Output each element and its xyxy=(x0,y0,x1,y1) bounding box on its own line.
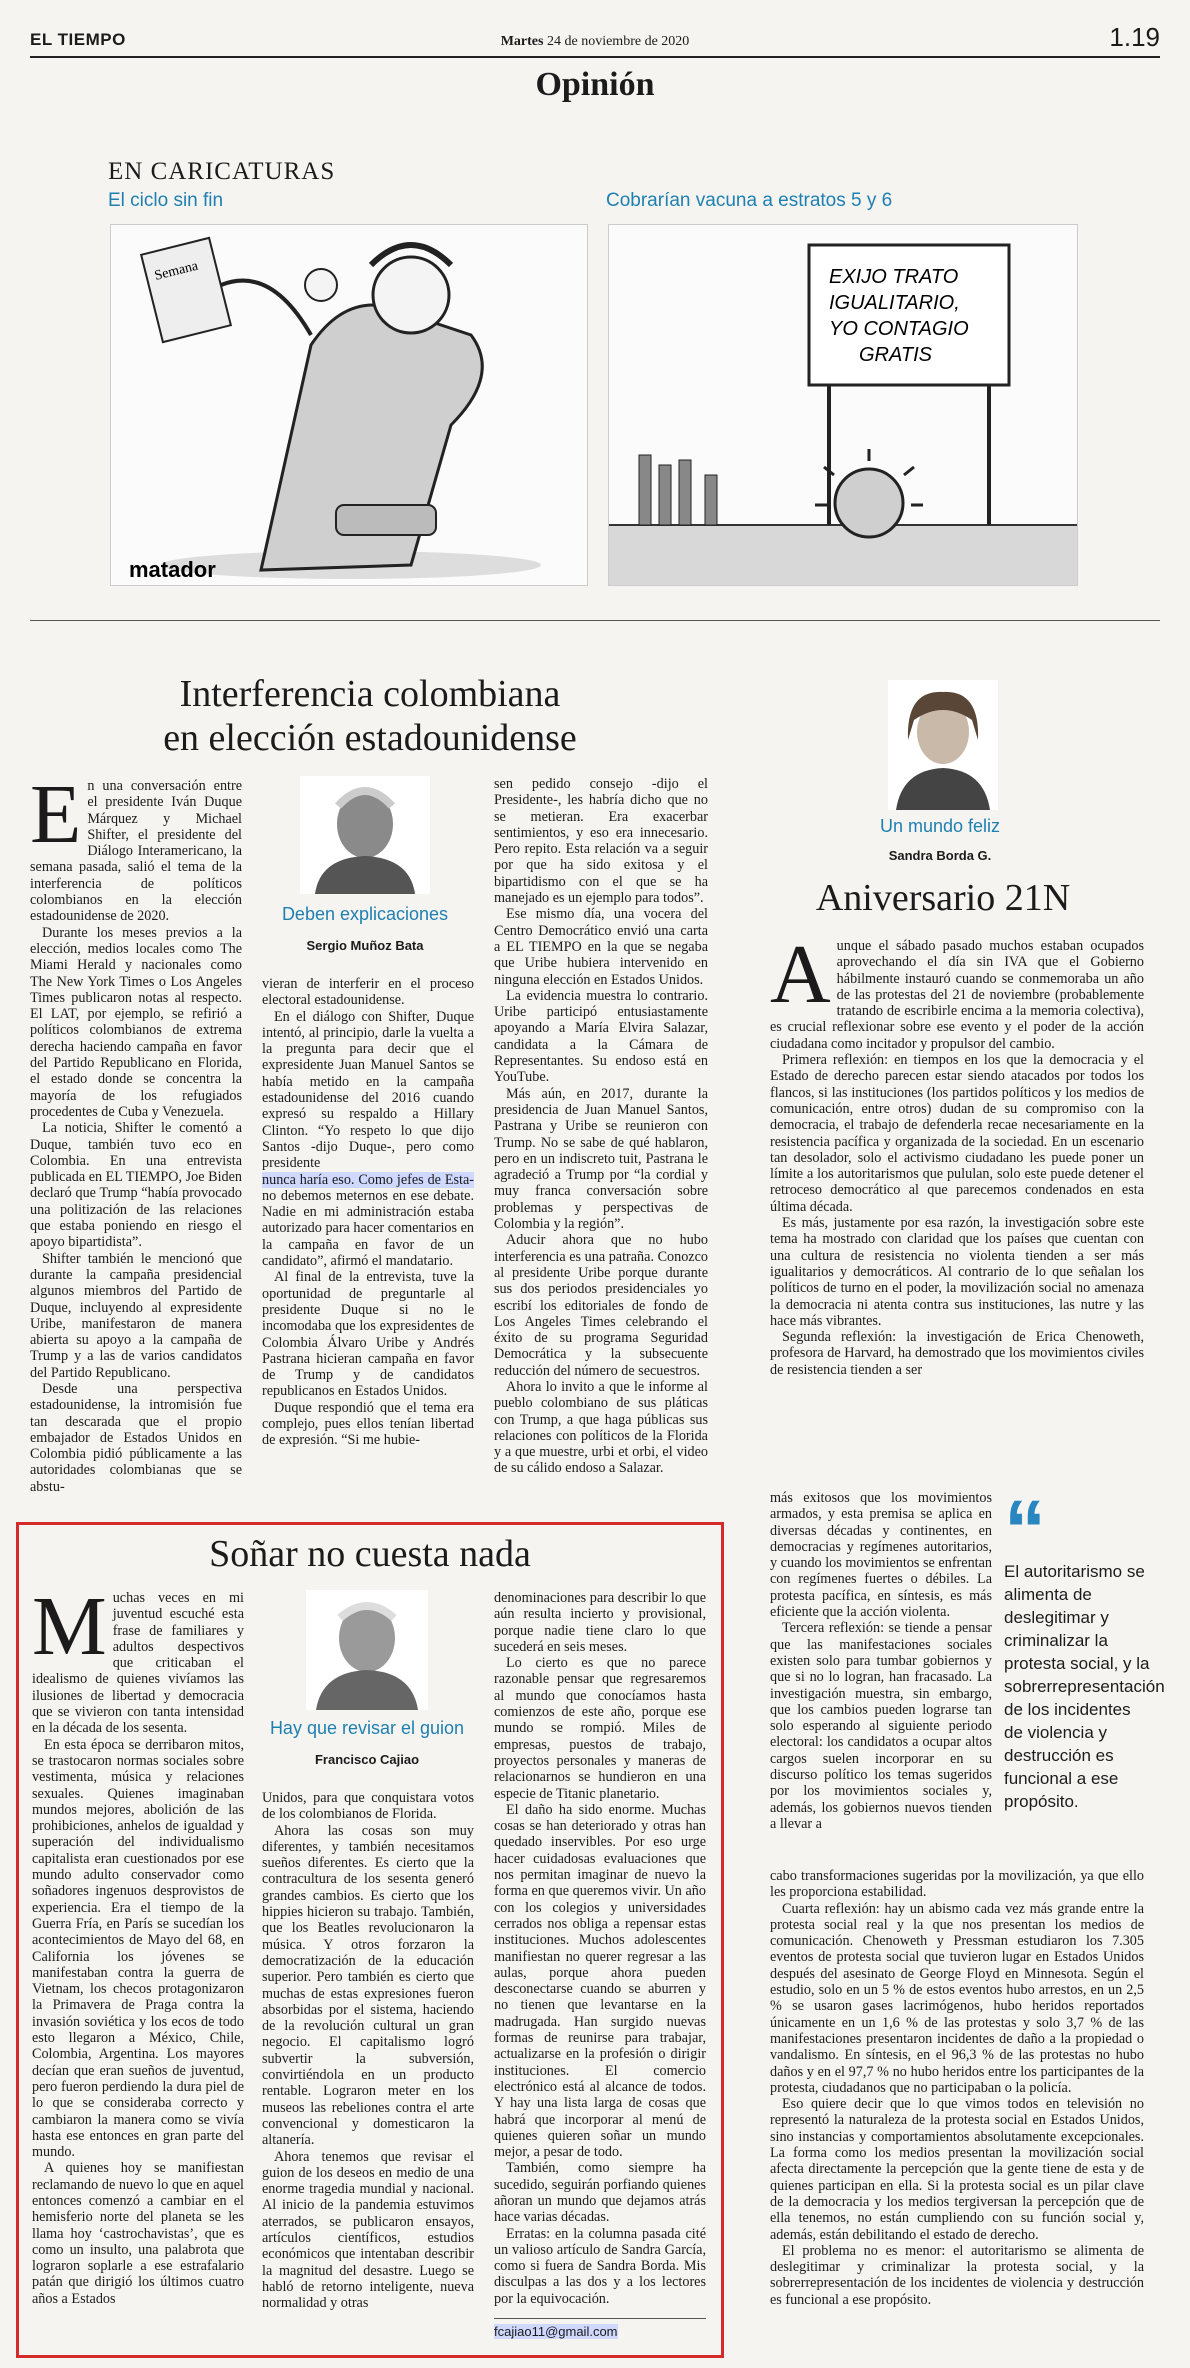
article2-paragraph: También, como siempre ha sucedido, seguirán porfiando quienes añoran un mundo que dejamos atrás hace varias décadas. xyxy=(494,2160,706,2226)
article2-paragraph: Ahora las cosas son muy diferentes, y también necesitamos sueños diferentes. Es cierto que la contracultura de los sesenta generó grandes cambios. Es cierto que los hippies hicieron su trabajo. También, que los Beatles revolucionaron la música. Y otros forzaron la democratización de la educación superior. Pero también es cierto que muchas de estas expresiones fueron absorbidas por el sistema, haciendo de la revolución cultural un gran negocio. El capitalismo logró subvertir la subversión, convirtiéndola en un producto rentable. Lograron meter en los museos las rebeliones contra el arte convencional y domesticaron la altanería. xyxy=(262,1822,474,2149)
left-cartoon xyxy=(110,224,588,586)
article3-column-name: Un mundo feliz xyxy=(879,816,1001,836)
article1-paragraph: Ese mismo día, una vocera del Centro Democrático envió una carta a EL TIEMPO en la que se negaba que Uribe hubiera intervenido en ninguna elección en Estados Unidos. xyxy=(494,906,708,988)
article3-paragraph: Primera reflexión: en tiempos en los que la democracia y el Estado de derecho parecen estar siendo atacados por todos los flancos, si las instituciones (los partidos políticos y los medios de comunicación, entre otros) dudan de su compromiso con la democracia, el trabajo de defenderla recae necesariamente en la resistencia pacífica y organizada de la sociedad. En un escenario tan desolador, solo el activismo ciudadano les puede poner un límite a los autoritarismos que pululan, solo este puede detener el retroceso democrático al que parecemos condenados en esta última década. xyxy=(770,1052,1144,1215)
article1-paragraph: Duque respondió que el tema era complejo, pues ellos tenían libertad de expresión. “Si me hubie- xyxy=(262,1399,474,1449)
header-rule xyxy=(30,56,1160,58)
article1-paragraph: Shifter también le mencionó que durante la campaña presidencial algunos miembros del Partido de Duque, incluyendo al expresidente Uribe, manifestaron de manera abierta su apoyo a la campaña de Trump y a las de varios candidatos del Partido Republicano. xyxy=(30,1250,242,1381)
page-number: 1.19 xyxy=(1109,22,1160,52)
article3-paragraph: Eso quiere decir que lo que vimos todos en televisión no representó la naturaleza de la protesta social en Estados Unidos, sino instancias y comportamientos absolutamente excepcionales. La forma como los medios presentan la movilización social afecta directamente la percepción que la gente tiene de esta y de quienes participan en ella. Si la protesta social es un pilar clave de la democracia y los medios tergiversan la percepción que de ella tenemos, no están cumpliendo con su función social y, además, están debilitando el estado de derecho. xyxy=(770,2096,1144,2243)
cartoons-divider xyxy=(30,620,1160,621)
article3-column-top xyxy=(770,928,1144,1378)
article3-paragraph: cabo transformaciones sugeridas por la movilización, ya que ello les proporciona estabilidad. xyxy=(770,1868,1144,1901)
article1-column-1 xyxy=(30,768,242,1495)
article1-dropcap: E xyxy=(30,768,82,861)
article2-paragraph: Lo cierto es que no parece razonable pensar que regresaremos al mundo que conocíamos hasta comienzos de este año, porque ese mundo se rompió. Miles de empresas, puestos de trabajo, proyectos personales y maneras de relacionarnos se hundieron en una especie de Titanic planetario. xyxy=(494,1655,706,1802)
article1-paragraph: Al final de la entrevista, tuve la oportunidad de preguntarle al presidente Duque si no le incomodaba que los expresidentes de Colombia Álvaro Uribe y Andrés Pastrana hicieran campaña en favor de Trump y de candidatos republicanos en Estados Unidos. xyxy=(262,1269,474,1400)
article1-author: Sergio Muñoz Bata xyxy=(306,938,424,953)
article2-paragraph: denominaciones para describir lo que aún resulta incierto y provisional, porque nadie tiene claro lo que sucederá en seis meses. xyxy=(494,1590,706,1655)
article1-column-3 xyxy=(494,776,708,1477)
article1-paragraph: La evidencia muestra lo contrario. Uribe participó entusiastamente apoyando a María Elvira Salazar, candidata a la Cámara de Representantes. Su endoso está en YouTube. xyxy=(494,987,708,1086)
author-photo-sergio xyxy=(300,776,430,894)
right-cartoon-caption: Cobrarían vacuna a estratos 5 y 6 xyxy=(606,190,893,211)
article2-paragraph: A quienes hoy se manifiestan reclamando de nuevo lo que en aquel entonces comenzó a cambiar en el hemisferio norte del planeta se les llama hoy ‘castrochavistas’, que es como un insulto, una palabrota que lograron soplarle a ese estrafalario patán que dirigió los últimos cuatro años a Estados xyxy=(32,2160,244,2307)
article1-headline-line-1: Interferencia colombiana xyxy=(179,673,561,715)
article2-headline: Soñar no cuesta nada xyxy=(209,1533,531,1575)
article1-paragraph: Desde una perspectiva estadounidense, la intromisión fue tan descarada que el propio embajador de Estados Unidos en Colombia pidió públicamente a las autoridades colombianas que se abstu- xyxy=(30,1380,242,1495)
section-title: Opinión xyxy=(535,66,655,103)
article3-column-narrow xyxy=(770,1490,992,1832)
sign-line-2: IGUALITARIO, xyxy=(829,292,960,314)
magazine-title: Semana xyxy=(153,258,200,284)
article1-paragraph: La noticia, Shifter le comentó a Duque, también tuvo eco en Colombia. En una entrevista publicada en EL TIEMPO, Joe Biden declaró que Trump “había provocado una politización de las relaciones que estaba poniendo en riesgo el apoyo bipartidista”. xyxy=(30,1120,242,1251)
article1-paragraph: Durante los meses previos a la elección, medios locales como The Miami Herald y nacionales como The New York Times o Los Angeles Times publicaron notas al respecto. El LAT, por ejemplo, se refirió a políticos colombianos de extrema derecha haciendo campaña en favor del Partido Republicano en Florida, el estado donde se concentra la mayoría de los refugiados procedentes de Cuba y Venezuela. xyxy=(30,924,242,1120)
sign-line-4: GRATIS xyxy=(859,344,932,366)
right-cartoon-drawing xyxy=(609,225,1078,586)
article2-column-1 xyxy=(32,1580,244,2307)
cartoons-heading: EN CARICATURAS xyxy=(108,158,336,185)
cartoonist-signature: matador xyxy=(129,557,216,582)
article3-headline: Aniversario 21N xyxy=(815,877,1071,919)
pull-quote: El autoritarismo se alimenta de deslegitimar y criminalizar la protesta social, y la sobrerrepresentación de los incidentes de violencia y destrucción es funcional a ese propósito. xyxy=(1004,1562,1165,1811)
newspaper-logo: EL TIEMPO xyxy=(30,30,126,49)
article1-lead: n una conversación entre el presidente Iván Duque Márquez y Michael Shifter, el presidente del Diálogo Interamericano, la semana pasada, salió el tema de la interferencia de políticos colombianos en la elección estadounidense de 2020. xyxy=(30,778,242,925)
article2-paragraph: En esta época se derribaron mitos, se trastocaron normas sociales sobre vestimenta, música y relaciones sexuales. Quienes imaginaban mundos mejores, abolición de las prohibiciones, anhelos de igualdad y superación del individualismo capitalista eran cuestionados por ese mundo adulto conservador como soñadores ingenuos desprovistos de experiencia. Era el tiempo de la Guerra Fría, en París se sucedían los acontecimientos de Mayo del 68, en California los jóvenes se manifestaban contra la guerra de Vietnam, los checos protagonizaron la Primavera de Praga contra la invasión soviética y los ecos de todo esto llegaron a México, Chile, Colombia, Argentina. Los mayores decían que eran sueños de juventud, pero fueron perdiendo la dura piel de lo que se consideraba correcto y cambiaron la manera como se vivía hasta ese entonces en gran parte del mundo. xyxy=(32,1736,244,2161)
article3-lead: unque el sábado pasado muchos estaban ocupados aprovechando el día sin IVA que el Gobierno hábilmente instauró cuando se conmemoraba un año de las protestas del 21 de noviembre (probablemente tratando de escribirle encima a la memoria colectiva), es crucial reflexionar sobre ese evento y el poder de la acción ciudadana como incitador y propulsor del cambio. xyxy=(770,938,1144,1052)
article1-column-2 xyxy=(262,976,474,1449)
author-photo-francisco xyxy=(306,1590,428,1710)
author-email[interactable] xyxy=(494,2324,618,2339)
email-rule xyxy=(494,2318,706,2319)
person-silhouette-icon xyxy=(888,680,998,810)
article2-author: Francisco Cajiao xyxy=(314,1752,420,1767)
article1-paragraph: Más aún, en 2017, durante la presidencia de Juan Manuel Santos, Pastrana y Uribe se reunieron con Trump. No se sabe de qué hablaron, pero en un indiscreto tuit, Pastrana le agradeció a Trump por “la cordial y muy franca conversación sobre problemas y perspectivas de Colombia y la región”. xyxy=(494,1085,708,1233)
article2-dropcap: M xyxy=(32,1580,107,1673)
article3-paragraph: Cuarta reflexión: hay un abismo cada vez más grande entre la protesta social real y la que nos presentan los medios de comunicación. Chenoweth y Pressman estudiaron los 7.305 eventos de protesta social que tuvieron lugar en Estados Unidos después del asesinato de George Floyd en Minnesota. Según el estudio, solo en un 5 % de estos eventos hubo arrestos, en un 2,5 % se usaron gases lacrimógenos, hubo heridos reportados únicamente en un 1,6 % de las protestas y solo 3,7 % de las manifestaciones presentaron incidentes de daño a la propiedad o vandalismo. En síntesis, en el 96,3 % de las protestas no hubo daños y en el 97,7 % no hubo heridos entre los participantes de la protesta, ciudadanos que no participaban o la policía. xyxy=(770,1900,1144,2096)
sign-line-3: YO CONTAGIO xyxy=(829,318,969,340)
author-photo-sandra xyxy=(888,680,998,810)
article1-paragraph: vieran de interferir en el proceso electoral estadounidense. xyxy=(262,976,474,1009)
article2-column-2 xyxy=(262,1790,474,2312)
article1-paragraph: Ahora lo invito a que le informe al pueblo colombiano de sus pláticas con Trump, a que haga públicas sus relaciones con políticos de la Florida y a que muestre, urbi et orbi, el video de su cálido endoso a Salazar. xyxy=(494,1378,708,1477)
article1-headline xyxy=(30,672,710,760)
article2-paragraph: Unidos, para que conquistara votos de los colombianos de Florida. xyxy=(262,1790,474,1823)
article3-column-bottom xyxy=(770,1868,1144,2308)
left-cartoon-caption: El ciclo sin fin xyxy=(108,190,224,211)
issue-date xyxy=(0,34,1190,50)
quote-mark-icon: “ xyxy=(1004,1483,1046,1577)
article3-paragraph: más exitosos que los movimientos armados, y esta premisa se aplica en diversas décadas y continentes, en democracias y regímenes autoritarios, y cuando los movimientos se enfrentan con regímenes fuertes o débiles. La protesta pacífica, en síntesis, es más eficiente que la acción violenta. xyxy=(770,1490,992,1621)
right-cartoon xyxy=(608,224,1078,586)
article3-paragraph: El problema no es menor: el autoritarismo se alimenta de deslegitimar y criminalizar la protesta social, y la sobrerrepresentación de los incidentes de violencia y destrucción es funcional a ese propósito. xyxy=(770,2242,1144,2308)
date-rest: 24 de noviembre de 2020 xyxy=(546,34,690,49)
author-email-text[interactable]: fcajiao11@gmail.com xyxy=(494,2324,618,2339)
article1-column-name: Deben explicaciones xyxy=(281,904,449,924)
article2-paragraph: El daño ha sido enorme. Muchas cosas se han deteriorado y otras han quedado inservibles. Por eso urge hacer cuidadosas evaluaciones que nos permitan imaginar de nuevo la forma en que queremos vivir. Un año con los colegios y universidades cerrados nos obliga a repensar estas instituciones. Muchos adolescentes manifiestan no querer regresar a las aulas, porque ahora pueden desconectarse cuando se aburren y no tienen que levantarse en la madrugada. Han surgido nuevas formas de reunirse para trabajar, actualizarse en la profesión o dirigir instituciones. El comercio electrónico está al alcance de todos. Y hay una lista larga de cosas que habrá que incorporar al menú de quienes quieren soñar un mundo mejor, a pesar de todo. xyxy=(494,1801,706,2161)
article3-author: Sandra Borda G. xyxy=(888,848,992,863)
person-silhouette-icon xyxy=(306,1590,428,1710)
article1-paragraph: sen pedido consejo -dijo el Presidente-, les habría dicho que no se metieran. Era exacerbar sentimientos, y eso era innecesario. Pero repito. Esta relación va a seguir por que ha sido exitosa y el bipartidismo con el que se ha manejado es un ejemplo para todos”. xyxy=(494,776,708,907)
article3-paragraph: Es más, justamente por esa razón, la investigación sobre este tema ha mostrado con claridad que los países que cuentan con una cultura de resistencia no violenta tienden a ser más igualitarios y democráticos. Al contrario de lo que señalan los políticos de turno en el poder, la movilización social no amenaza la democracia ni atenta contra sus instituciones, las nutre y las hace más vibrantes. xyxy=(770,1215,1144,1329)
article3-paragraph: Segunda reflexión: la investigación de Erica Chenoweth, profesora de Harvard, ha demostrado que los movimientos civiles de resistencia tienden a ser xyxy=(770,1329,1144,1378)
article1-paragraph: Aducir ahora que no hubo interferencia es una patraña. Conozco al presidente Uribe porque durante sus dos periodos presidenciales yo escribí los editoriales de fondo de Los Angeles Times celebrando el éxito de su programa Seguridad Democrática y la subsecuente reducción del número de secuestros. xyxy=(494,1232,708,1379)
article2-lead: uchas veces en mi juventud escuché esta frase de familiares y adultos despectivos que criticaban el idealismo de quienes vivíamos las ilusiones de libertad y democracia que se vivieron con tanta intensidad en la década de los sesenta. xyxy=(32,1590,244,1737)
article2-paragraph: Erratas: en la columna pasada cité un valioso artículo de Sandra García, como si fuera de Sandra Borda. Mis disculpas a las dos y a los lectores por la equivocación. xyxy=(494,2225,706,2307)
article1-paragraph: no debemos meternos en ese debate. Nadie en mi administración estaba autorizado para hacer comentarios en la campaña en favor de un candidato”, afirmó el mandatario. xyxy=(262,1187,474,1270)
article1-headline-line-2: en elección estadounidense xyxy=(163,717,577,759)
left-cartoon-drawing xyxy=(111,225,588,586)
article2-paragraph: Ahora tenemos que revisar el guion de los deseos en medio de una enorme tragedia mundial y nacional. Al inicio de la pandemia estuvimos aterrados, se publicaron ensayos, artículos científicos, estudios económicos que intentaban describir la magnitud del desastre. Luego se habló de retorno inteligente, nueva normalidad y otras xyxy=(262,2148,474,2312)
date-day: Martes xyxy=(500,34,544,49)
highlighted-text[interactable]: nunca haría eso. Como jefes de Esta- xyxy=(262,1171,474,1188)
article1-paragraph: En el diálogo con Shifter, Duque intentó, al principio, darle la vuelta a la pregunta para decir que el expresidente Juan Manuel Santos se había metido en la campaña estadounidense del 2016 cuando expresó su respaldo a Hillary Clinton. “Yo respeto lo que dijo Santos -dijo Duque-, pero como presidente xyxy=(262,1008,474,1172)
article2-column-name: Hay que revisar el guion xyxy=(269,1718,465,1738)
article3-paragraph: Tercera reflexión: se tiende a pensar que las manifestaciones sociales existen solo para tumbar gobiernos y que si no lo logran, han fracasado. La investigación muestra, sin embargo, que los cambios pueden lograrse tan solo esperando al siguiente periodo electoral: los candidatos a ocupar altos cargos suelen incorporar en su discurso político los temas sugeridos por los movimientos sociales y, además, los gobiernos nuevos tienden a llevar a xyxy=(770,1620,992,1832)
article2-column-3 xyxy=(494,1590,706,2307)
article3-dropcap: A xyxy=(770,928,831,1021)
person-silhouette-icon xyxy=(300,776,430,894)
sign-line-1: EXIJO TRATO xyxy=(829,266,959,288)
